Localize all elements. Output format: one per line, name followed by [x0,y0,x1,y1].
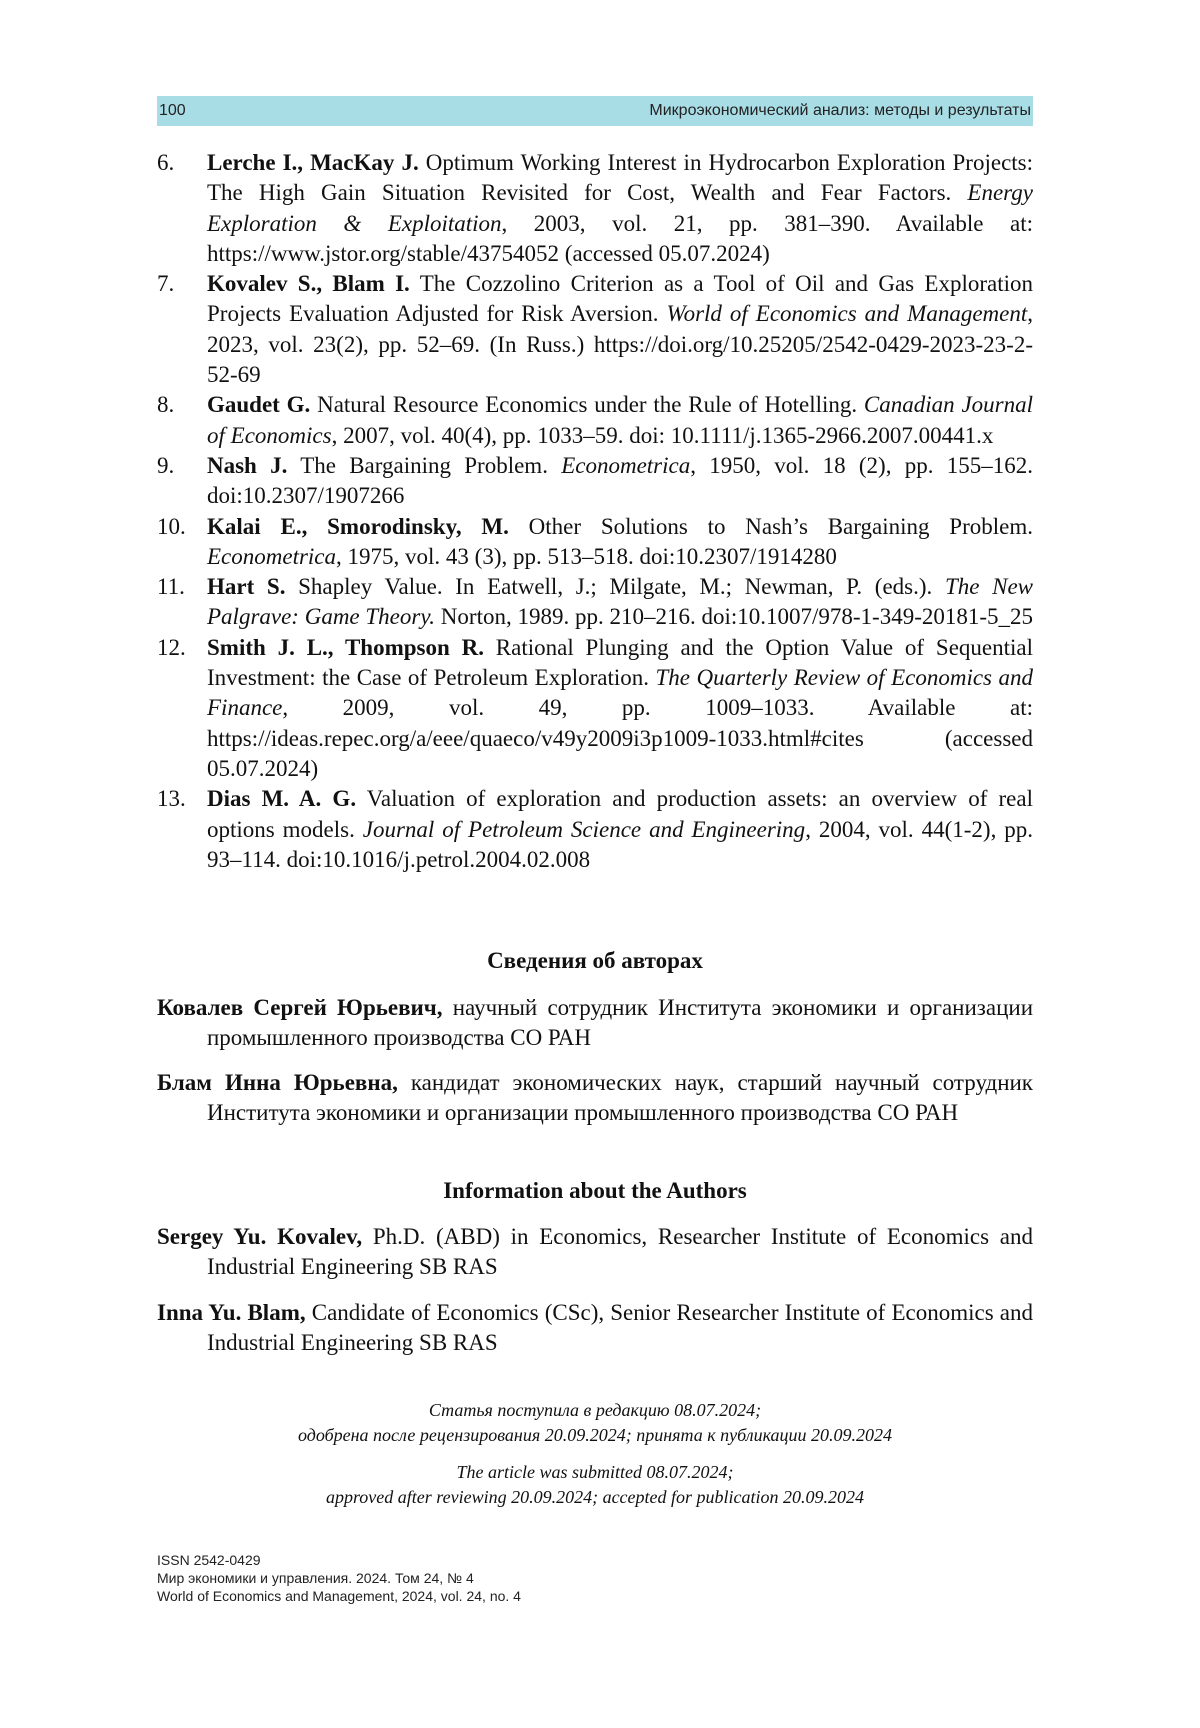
reference-authors: Gaudet G. [207,392,311,418]
journal-en: World of Economics and Management, 2024, vol. 24, no. 4 [157,1588,521,1604]
reference-authors: Smith J. L., Thompson R. [207,634,484,660]
author-name: Блам Инна Юрьевна, [157,1070,398,1095]
date-line: Статья поступила в редакцию 08.07.2024; [428,1400,762,1420]
author-description: Candidate of Economics (CSc), Senior Researcher Institute of Economics and Industrial Engineering SB RAS [207,1300,1033,1356]
reference-item [157,512,1033,573]
author-name: Sergey Yu. Kovalev, [157,1224,363,1249]
section-title: Микроэкономический анализ: методы и результаты [649,102,1031,119]
reference-title: The Cozzolino Criterion as a Tool of Oil and Gas Exploration Projects Evaluation Adjusted for Risk Aversion. [207,271,1033,327]
reference-authors: Dias M. A. G. [207,786,357,812]
journal-ru: Мир экономики и управления. 2024. Том 24, № 4 [157,1570,474,1586]
date-line: The article was submitted 08.07.2024; [456,1462,734,1482]
reference-item [157,451,1033,512]
reference-number: 8. [157,392,175,418]
reference-title: Shapley Value. In Eatwell, J.; Milgate, M.; Newman, P. (eds.). [285,574,945,600]
reference-number: 10. [157,513,186,539]
reference-authors: Kovalev S., Blam I. [207,271,410,297]
reference-source: World of Economics and Management [666,301,1028,327]
reference-item [157,572,1033,633]
reference-title: Valuation of exploration and production assets: an overview of real options models. [207,786,1033,842]
reference-details: , 2023, vol. 23(2), pp. 52–69. (In Russ.) https://doi.org/10.25205/2542-0429-2023-23-2-52-69 [207,301,1033,388]
reference-number: 13. [157,786,186,812]
author-description: научный сотрудник Института экономики и организации промышленного производства СО РАН [207,995,1033,1051]
reference-details: , 1950, vol. 18 (2), pp. 155–162. doi:10.2307/1907266 [207,452,1033,509]
page-number: 100 [159,102,186,119]
reference-title: Other Solutions to Nash’s Bargaining Problem. [508,513,1033,539]
reference-authors: Hart S. [207,574,286,600]
reference-authors: Nash J. [207,452,288,478]
reference-number: 12. [157,634,186,660]
reference-number: 11. [157,574,185,600]
reference-details: , 2009, vol. 49, pp. 1009–1033. Available at: https://ideas.repec.org/a/eee/quaeco/v49y2009i3p1009-1033.html#cites (accessed 05.07.2024) [207,695,1033,781]
reference-title: The Bargaining Problem. [287,452,562,478]
reference-source: The Quarterly Review of Economics and Finance [207,665,1034,721]
submission-dates-en [157,1460,1033,1510]
reference-item [157,148,1033,269]
date-line: одобрена после рецензирования 20.09.2024; принята к публикации 20.09.2024 [297,1425,893,1445]
reference-number: 7. [157,271,175,297]
reference-source: Econometrica [561,452,691,478]
date-line: approved after reviewing 20.09.2024; accepted for publication 20.09.2024 [325,1487,865,1507]
reference-item [157,784,1033,875]
reference-authors: Kalai E., Smorodinsky, M. [207,513,509,539]
reference-source: Journal of Petroleum Science and Engineering [362,816,806,842]
reference-details: , 2004, vol. 44(1-2), pp. 93–114. doi:10.1016/j.petrol.2004.02.008 [207,816,1033,872]
reference-source: The New Palgrave: Game Theory. [207,574,1033,630]
reference-title: Rational Plunging and the Option Value of Sequential Investment: the Case of Petroleum Exploration. [207,634,1033,691]
reference-number: 6. [157,150,175,175]
author-description: кандидат экономических наук, старший научный сотрудник Института экономики и организации промышленного производства СО РАН [207,1070,1033,1126]
reference-source: Canadian Journal of Economics [207,392,1034,448]
reference-details: , 2007, vol. 40(4), pp. 1033–59. doi: 10.1111/j.1365-2966.2007.00441.x [331,422,994,448]
author-name: Inna Yu. Blam, [157,1300,306,1325]
authors-ru-heading: Сведения об авторах [487,948,703,973]
authors-en-heading: Information about the Authors [443,1178,747,1203]
reference-details: Norton, 1989. pp. 210–216. doi:10.1007/978-1-349-20181-5_25 [435,604,1034,630]
reference-authors: Lerche I., MacKay J. [207,150,419,175]
reference-source: Energy Exploration & Exploitation [207,180,1033,236]
author-description: Ph.D. (ABD) in Economics, Researcher Institute of Economics and Industrial Engineering SB RAS [207,1224,1034,1280]
reference-details: , 2003, vol. 21, pp. 381–390. Available at: https://www.jstor.org/stable/43754052 (accessed 05.07.2024) [207,210,1033,266]
author-en-kovalev [157,1222,1033,1283]
reference-source: Econometrica [207,543,337,569]
author-ru-blam [157,1068,1033,1129]
page-footer [157,1551,521,1605]
author-ru-kovalev [157,993,1033,1054]
submission-dates-ru [157,1398,1033,1448]
reference-item [157,390,1033,451]
author-en-blam [157,1298,1033,1359]
reference-item [157,633,1033,784]
reference-number: 9. [157,452,175,478]
reference-title: Natural Resource Economics under the Rule of Hotelling. [310,392,864,418]
reference-list [157,148,1033,875]
reference-item [157,269,1033,390]
running-header [157,96,1033,126]
author-name: Ковалев Сергей Юрьевич, [157,995,443,1020]
reference-details: , 1975, vol. 43 (3), pp. 513–518. doi:10.2307/1914280 [336,543,837,569]
reference-title: Optimum Working Interest in Hydrocarbon Exploration Projects: The High Gain Situation Revisited for Cost, Wealth and Fear Factors. [207,150,1034,206]
issn: ISSN 2542-0429 [157,1552,261,1568]
